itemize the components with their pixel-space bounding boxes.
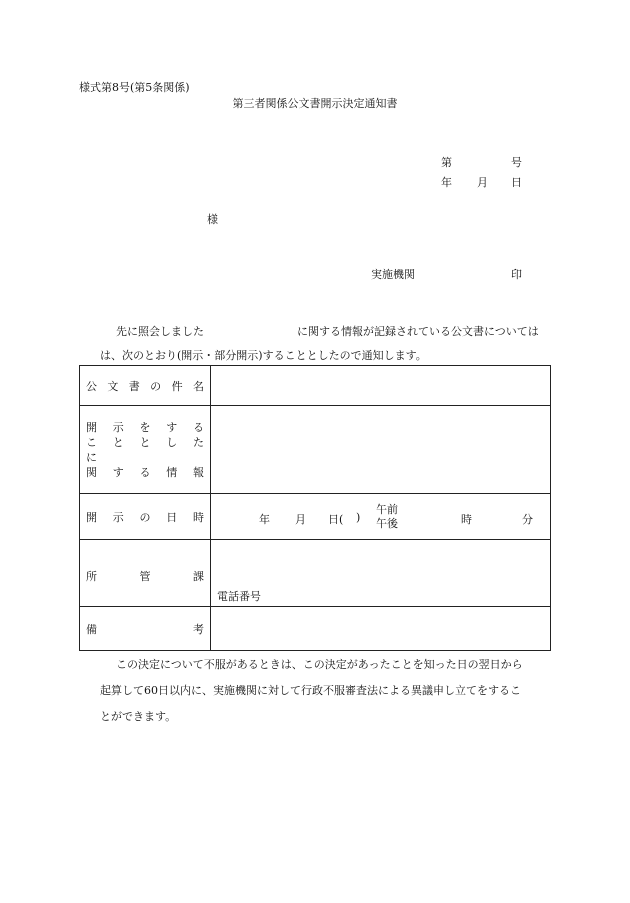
label-char: し <box>166 435 178 449</box>
document-title: 第三者関係公文書開示決定通知書 <box>232 97 398 110</box>
label-char: 日 <box>166 510 178 524</box>
label-char: 開 <box>86 510 97 524</box>
info-value-cell[interactable] <box>211 406 551 494</box>
remarks-label: 備 考 <box>86 622 204 636</box>
label-char: た <box>193 435 204 449</box>
label-char: 関 <box>86 465 97 479</box>
intro-part2: に関する情報が記録されている公文書については <box>297 325 539 338</box>
datetime-paren-close: ) <box>356 511 361 524</box>
table-row <box>80 540 551 607</box>
remarks-label-cell <box>80 607 211 651</box>
number-prefix: 第 <box>441 156 452 169</box>
department-value-cell[interactable] <box>211 540 551 607</box>
datetime-day: 日( <box>328 513 344 526</box>
label-char: 示 <box>112 420 124 434</box>
department-label: 所 管 課 <box>86 570 204 583</box>
form-label: 様式第8号(第5条関係) <box>79 81 190 94</box>
footer-line3: とができます。 <box>100 710 177 723</box>
datetime-am: 午前 <box>376 503 398 516</box>
label-char: 開 <box>86 420 97 434</box>
label-char: す <box>166 420 178 434</box>
intro-line2: は、次のとおり(開示・部分開示)することとしたので通知します。 <box>100 349 427 362</box>
subject-label <box>86 378 204 394</box>
issuer-label: 実施機関 <box>371 268 415 281</box>
footer-line2: 起算して60日以内に、実施機関に対して行政不服審査法による異議申し立てをするこ <box>100 684 521 697</box>
datetime-month: 月 <box>295 513 306 526</box>
table-row <box>80 406 551 494</box>
label-char: と <box>112 435 124 449</box>
seal-mark: 印 <box>511 268 522 281</box>
phone-number-label: 電話番号 <box>217 590 261 603</box>
info-label-line4 <box>86 465 204 480</box>
table-row <box>80 366 551 406</box>
datetime-label <box>86 509 204 525</box>
label-char: 情 <box>166 465 178 479</box>
label-char: 報 <box>193 465 204 479</box>
label-char: 書 <box>128 379 140 393</box>
date-year: 年 <box>441 176 452 189</box>
label-char: の <box>139 510 151 524</box>
label-char: 件 <box>171 379 183 393</box>
datetime-value-cell[interactable] <box>211 494 551 540</box>
subject-value-cell[interactable] <box>211 366 551 406</box>
remarks-value-cell[interactable] <box>211 607 551 651</box>
label-char: す <box>112 465 124 479</box>
datetime-year: 年 <box>259 513 270 526</box>
info-label-line1 <box>86 420 204 435</box>
label-char: 示 <box>112 510 124 524</box>
datetime-label-cell <box>80 494 211 540</box>
table-row <box>80 494 551 540</box>
info-label-line3: に <box>86 450 97 464</box>
label-char: を <box>139 420 151 434</box>
label-char: る <box>193 420 204 434</box>
notice-table <box>79 365 551 651</box>
label-char: 名 <box>192 379 204 393</box>
label-char: 文 <box>107 379 119 393</box>
date-month: 月 <box>477 176 488 189</box>
addressee-suffix: 様 <box>207 213 218 226</box>
datetime-pm: 午後 <box>376 517 398 530</box>
date-day: 日 <box>511 176 522 189</box>
datetime-hour: 時 <box>461 513 472 526</box>
footer-line1: この決定について不服があるときは、この決定があったことを知った日の翌日から <box>116 658 523 671</box>
label-char: 公 <box>86 379 97 393</box>
intro-part1: 先に照会しました <box>116 325 204 338</box>
footer-paragraph <box>80 652 546 730</box>
table-row <box>80 607 551 651</box>
label-char: る <box>139 465 151 479</box>
label-char: の <box>150 379 162 393</box>
department-label-cell <box>80 540 211 607</box>
info-label-cell <box>80 406 211 494</box>
label-char: 時 <box>193 510 204 524</box>
info-label-line2 <box>86 435 204 450</box>
label-char: と <box>139 435 151 449</box>
datetime-minute: 分 <box>522 513 533 526</box>
subject-label-cell <box>80 366 211 406</box>
number-suffix: 号 <box>511 156 522 169</box>
label-char: こ <box>86 435 97 449</box>
